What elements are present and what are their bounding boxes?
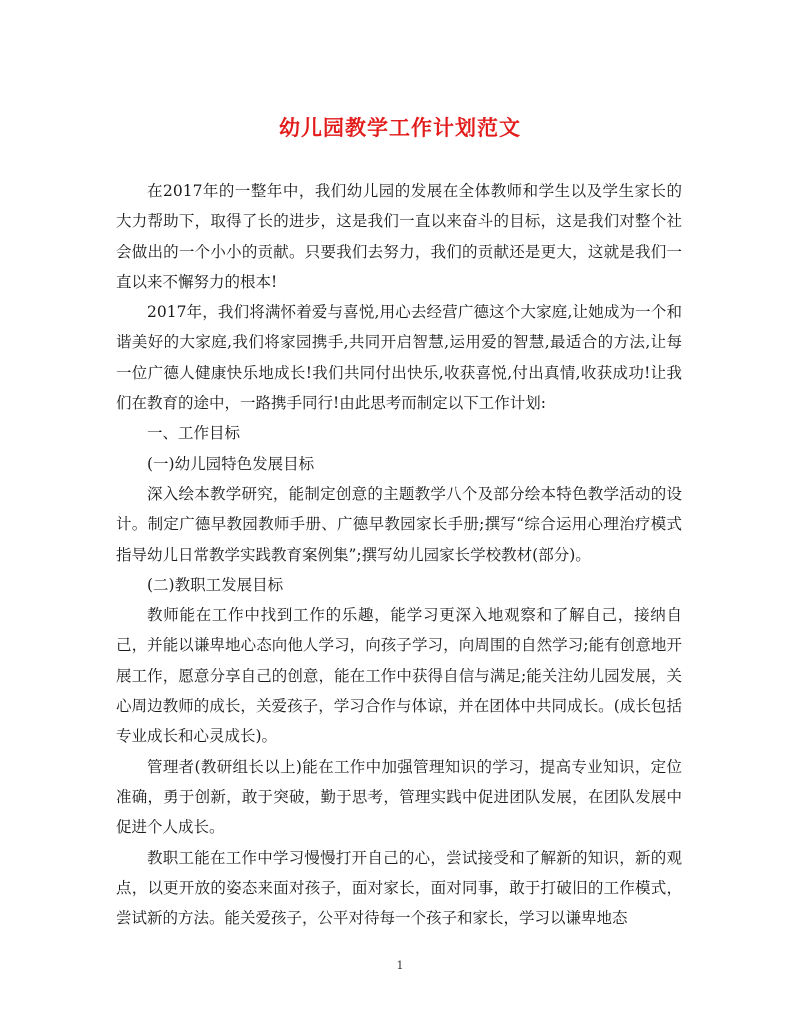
heading-work-goals: 一、工作目标	[147, 424, 241, 443]
paragraph-manager-goals: 管理者(教研组长以上)能在工作中加强管理知识的学习，提高专业知识，定位准确，勇于创新，敢于突破，勤于思考，管理实践中促进团队发展，在团队发展中促进个人成长。	[116, 757, 682, 837]
paragraph-2017-plan: 2017年，我们将满怀着爱与喜悦,用心去经营广德这个大家庭,让她成为一个和谐美好的大家庭,我们将家园携手,共同开启智慧,运用爱的智慧,最适合的方法,让每一位广德人健康快乐地成长!我们共同付出快乐,收获喜悦,付出真情,收获成功!让我们在教育的途中，一路携手同行!由此思考而制定以下工作计划:	[116, 303, 682, 413]
paragraph-staff-learning: 教职工能在工作中学习慢慢打开自己的心，尝试接受和了解新的知识，新的观点，以更开放的姿态来面对孩子，面对家长，面对同事，敢于打破旧的工作模式，尝试新的方法。能关爱孩子，公平对待每一个孩子和家长，学习以谦卑地态	[116, 848, 682, 928]
paragraph-intro: 在2017年的一整年中，我们幼儿园的发展在全体教师和学生以及学生家长的大力帮助下，取得了长的进步，这是我们一直以来奋斗的目标，这是我们对整个社会做出的一个小小的贡献。只要我们去努力，我们的贡献还是更大，这就是我们一直以来不懈努力的根本!	[116, 182, 682, 291]
document-title: 幼儿园教学工作计划范文	[279, 115, 521, 140]
paragraph-teacher-goals: 教师能在工作中找到工作的乐趣，能学习更深入地观察和了解自己，接纳自己，并能以谦卑地心态向他人学习，向孩子学习，向周围的自然学习;能有创意地开展工作，愿意分享自己的创意，能在工作中获得自信与满足;能关注幼儿园发展，关心周边教师的成长，关爱孩子，学习合作与体谅，并在团体中共同成长。(成长包括专业成长和心灵成长)。	[116, 606, 682, 746]
page-number: 1	[396, 959, 404, 972]
paragraph-picture-book-research: 深入绘本教学研究，能制定创意的主题教学八个及部分绘本特色教学活动的设计。制定广德早教园教师手册、广德早教园家长手册;撰写“综合运用心理治疗模式指导幼儿日常教学实践教育案例集”;撰写幼儿园家长学校教材(部分)。	[116, 484, 682, 564]
document-body	[116, 176, 682, 933]
subheading-kindergarten-goals: (一)幼儿园特色发展目标	[147, 454, 315, 473]
subheading-staff-goals: (二)教职工发展目标	[147, 575, 284, 594]
